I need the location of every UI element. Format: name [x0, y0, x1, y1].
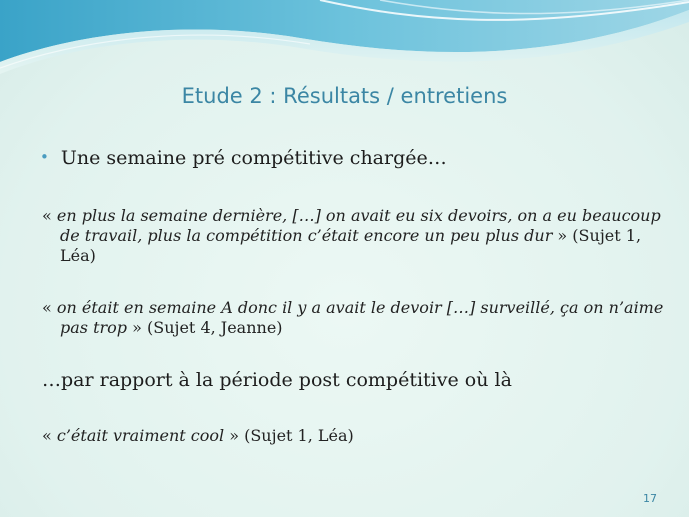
quote-1-open: « [42, 206, 57, 225]
subheading: …par rapport à la période post compétitive où là [42, 369, 512, 391]
quote-2-text: on était en semaine A donc il y a avait le devoir […] surveillé, ça on n’aime pas trop [56, 298, 664, 337]
quote-3-text: c’était vraiment cool [56, 426, 225, 445]
bullet-item [40, 147, 447, 169]
page-number: 17 [643, 492, 657, 505]
header-wave-decoration [0, 0, 689, 80]
quote-1-attribution: » (Sujet 1, Léa) [60, 226, 642, 265]
quote-2-open: « [42, 298, 57, 317]
quote-2 [42, 298, 670, 338]
quote-3 [42, 426, 670, 446]
slide-title: Etude 2 : Résultats / entretiens [181, 84, 508, 108]
quote-3-attribution: » (Sujet 1, Léa) [224, 426, 354, 445]
quote-2-attribution: » (Sujet 4, Jeanne) [127, 318, 283, 337]
quote-3-open: « [42, 426, 57, 445]
bullet-text: Une semaine pré compétitive chargée… [60, 147, 447, 169]
bullet-dot-icon: • [40, 148, 49, 166]
quote-1-text: en plus la semaine dernière, […] on avait eu six devoirs, on a eu beaucoup de travail, plus la compétition c’était encore un peu plus dur [56, 206, 661, 245]
quote-1 [42, 206, 670, 266]
